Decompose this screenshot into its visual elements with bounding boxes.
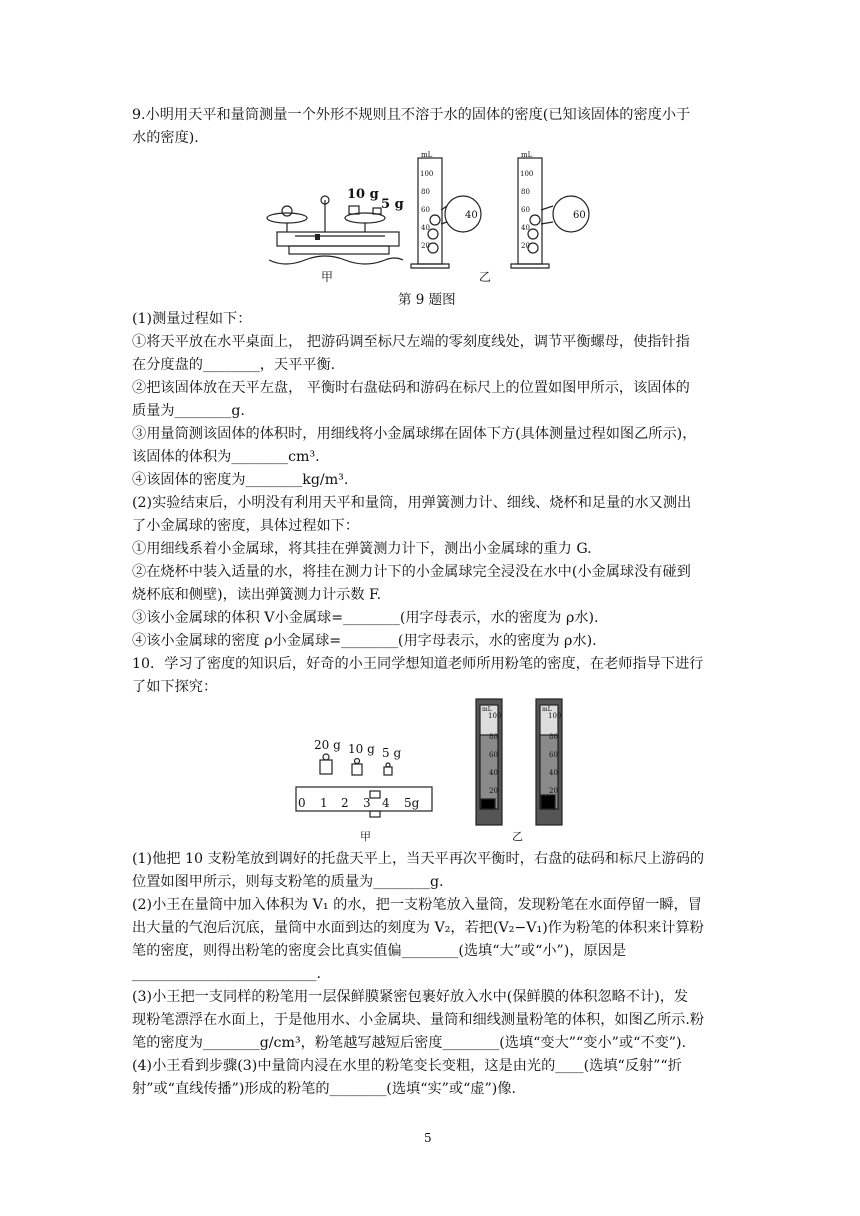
cyl3-tick: 100 (488, 712, 502, 720)
zoom2-reading: 60 (573, 210, 586, 221)
q10-line: 笔的密度为________g/cm³，粉笔越写越短后密度________(选填“变大”“变小”或“不变”). (132, 1035, 687, 1051)
zoom1-reading: 40 (465, 210, 478, 221)
cyl1-tick: 60 (421, 206, 430, 214)
cyl1-tick: 80 (421, 188, 430, 196)
q10-line: (4)小王看到步骤(3)中量筒内浸在水里的粉笔变长变粗，这是由光的____(选填“反射”“折 (132, 1058, 682, 1074)
q10-line: 现粉笔漂浮在水面上，于是他用水、小金属块、量筒和细线测量粉笔的体积，如图乙所示.粉 (132, 1012, 705, 1028)
cyl3-tick: 60 (489, 751, 498, 759)
cyl3-tick: 40 (489, 769, 498, 777)
cyl1-tick: 40 (421, 224, 430, 232)
q9-line: ③该小金属球的体积 V小金属球=________(用字母表示，水的密度为 ρ水). (132, 610, 599, 626)
scale-3: 3 (363, 796, 371, 810)
q9-line: (1)测量过程如下： (132, 311, 252, 327)
cyl3-tick: 80 (489, 733, 498, 741)
label-jia: 甲 (321, 270, 334, 284)
cyl2-tick: 60 (521, 206, 530, 214)
q9-line: 该固体的体积为________cm³. (132, 449, 320, 465)
cyl1-tick: 20 (421, 242, 430, 250)
cyl1-tick: 100 (420, 170, 434, 178)
scale-5g: 5g (404, 796, 420, 810)
cyl2-tick: 20 (521, 242, 530, 250)
q9-line: ②在烧杯中装入适量的水，将挂在测力计下的小金属球完全浸没在水中(小金属球没有碰到 (132, 564, 691, 580)
cyl4-tick: 40 (549, 769, 558, 777)
cyl4-tick: 20 (549, 787, 558, 795)
q10-figure (290, 695, 570, 845)
scale-4: 4 (382, 796, 390, 810)
q9-figure-caption: 第 9 题图 (398, 292, 456, 308)
q9-line: ③用量筒测该固体的体积时，用细线将小金属球绑在固体下方(具体测量过程如图乙所示)， (132, 426, 697, 442)
q9-stem-line1: 9.小明用天平和量筒测量一个外形不规则且不溶于水的固体的密度(已知该固体的密度小于 (132, 107, 691, 123)
q9-line: ①将天平放在水平桌面上， 把游码调至标尺左端的零刻度线处，调节平衡螺母，使指针指 (132, 334, 690, 350)
page-number: 5 (424, 1131, 432, 1145)
q9-line: 了小金属球的密度，具体过程如下： (132, 518, 360, 534)
q10-line: (1)他把 10 支粉笔放到调好的托盘天平上，当天平再次平衡时，右盘的砝码和标尺上游码的 (132, 851, 705, 867)
q9-stem-line2: 水的密度). (132, 130, 199, 146)
cyl2-tick: 80 (521, 188, 530, 196)
weight-label-5g: 5 g (381, 197, 404, 212)
cyl1-unit: mL (421, 151, 433, 159)
q10-line: 笔的密度，则得出粉笔的密度会比真实值偏________(选填“大”或“小”)，原因是 (132, 943, 627, 959)
q10-line: 位置如图甲所示，则每支粉笔的质量为________g. (132, 874, 444, 890)
q9-line: 质量为________g. (132, 403, 245, 419)
cyl2-tick: 100 (520, 170, 534, 178)
q10-line: 射”或“直线传播”)形成的粉笔的________(选填“实”或“虚”)像. (132, 1081, 517, 1097)
scale-0: 0 (298, 796, 306, 810)
q9-line: (2)实验结束后，小明没有利用天平和量筒，用弹簧测力计、细线、烧杯和足量的水又测出 (132, 495, 692, 511)
q9-line: 在分度盘的________，天平平衡. (132, 357, 336, 373)
cyl4-tick: 100 (548, 712, 562, 720)
q9-figure (255, 150, 615, 285)
weight-20g-label: 20 g (314, 738, 341, 752)
scale-2: 2 (341, 796, 349, 810)
q9-line: ④该小金属球的密度 ρ小金属球=________(用字母表示，水的密度为 ρ水). (132, 633, 597, 649)
q10-line: (3)小王把一支同样的粉笔用一层保鲜膜紧密包裹好放入水中(保鲜膜的体积忽略不计)，发 (132, 989, 689, 1005)
q9-line: ④该固体的密度为________kg/m³. (132, 472, 349, 488)
q10-stem-line1: 10．学习了密度的知识后，好奇的小王同学想知道老师所用粉笔的密度，在老师指导下进行 (132, 656, 704, 672)
cyl4-tick: 60 (549, 751, 558, 759)
scale-1: 1 (320, 796, 328, 810)
q9-line: 烧杯底和侧壁)，读出弹簧测力计示数 F. (132, 587, 382, 603)
cyl4-unit: mL (542, 706, 552, 713)
q10-line: 出大量的气泡后沉底，量筒中水面到达的刻度为 V₂，若把(V₂−V₁)作为粉笔的体积来计算粉 (132, 920, 704, 936)
label-yi-10: 乙 (512, 830, 523, 843)
label-yi: 乙 (479, 270, 492, 284)
label-jia-10: 甲 (360, 830, 371, 843)
cyl3-tick: 20 (489, 787, 498, 795)
weight-5g-label: 5 g (382, 746, 402, 760)
cyl3-unit: mL (482, 706, 492, 713)
weight-label-10g: 10 g (347, 187, 379, 202)
cyl4-tick: 80 (549, 733, 558, 741)
q10-line: (2)小王在量筒中加入体积为 V₁ 的水，把一支粉笔放入量筒，发现粉笔在水面停留一瞬，冒 (132, 897, 702, 913)
q9-line: ①用细线系着小金属球，将其挂在弹簧测力计下，测出小金属球的重力 G. (132, 541, 592, 557)
weight-10g-label: 10 g (348, 742, 375, 756)
q10-line: __________________________. (132, 966, 321, 982)
cyl2-unit: mL (521, 151, 533, 159)
q9-line: ②把该固体放在天平左盘， 平衡时右盘砝码和游码在标尺上的位置如图甲所示，该固体的 (132, 380, 690, 396)
cyl2-tick: 40 (521, 224, 530, 232)
q10-stem-line2: 了如下探究： (132, 679, 218, 695)
